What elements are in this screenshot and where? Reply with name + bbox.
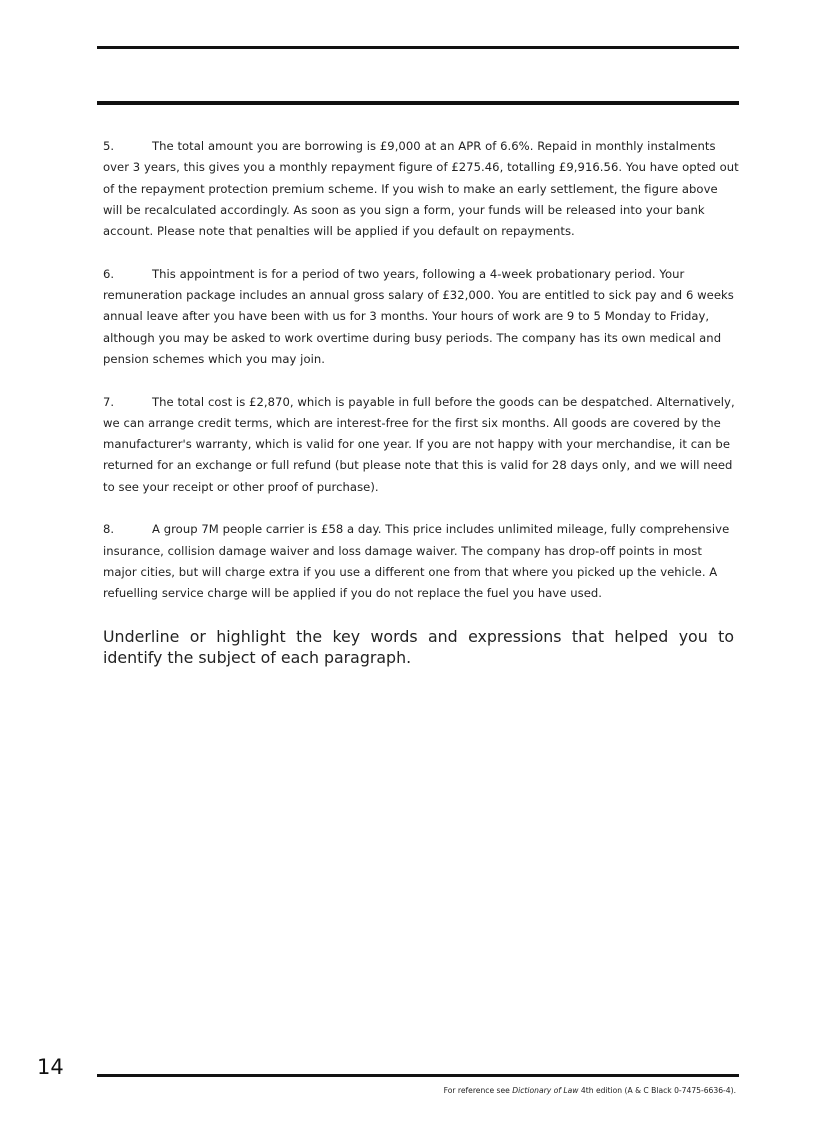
footer-prefix: For reference see [443,1086,510,1095]
paragraph-text: A group 7M people carrier is £58 a day. This price includes unlimited mileage, fully comprehensive insurance, collision damage waiver and loss damage waiver. The company has drop-off points in most major cities, but will charge extra if you use a different one from that where you picked up the vehicle. A refuelling service charge will be applied if you do not replace the fuel you have used. [103,522,730,601]
paragraph-text: The total amount you are borrowing is £9,000 at an APR of 6.6%. Repaid in monthly instalments over 3 years, this gives you a monthly repayment figure of £275.46, totalling £9,916.56. You have opted out of the repayment protection premium scheme. If you wish to make an early settlement, the figure above will be recalculated accordingly. As soon as you sign a form, your funds will be released into your bank account. Please note that penalties will be applied if you default on repayments. [103,139,739,239]
paragraph-6 [103,264,739,370]
paragraph-5 [103,136,739,242]
footer-suffix: 4th edition (A & C Black 0-7475-6636-4). [580,1086,736,1095]
paragraph-7 [103,392,739,498]
main-content [103,136,739,668]
paragraph-number: 8. [103,522,115,537]
paragraph-number: 6. [103,266,115,281]
paragraph-number: 7. [103,394,115,409]
header-rule [97,101,739,105]
exercise-instruction: Underline or highlight the key words and expressions that helped you to identify the subject of each paragraph. [103,626,734,667]
footer-rule [97,1074,739,1077]
paragraph-text: The total cost is £2,870, which is payable in full before the goods can be despatched. Alternatively, we can arrange credit terms, which are interest-free for the first six months. All goods are covered by the manufacturer's warranty, which is valid for one year. If you are not happy with your merchandise, it can be returned for an exchange or full refund (but please note that this is valid for 28 days only, and we will need to see your receipt or other proof of purchase). [103,394,735,494]
top-rule [97,46,739,49]
paragraph-number: 5. [103,139,115,153]
page-number: 14 [37,1055,64,1079]
footer-reference [444,1086,736,1095]
footer-book-title: Dictionary of Law [512,1086,579,1095]
paragraph-text: This appointment is for a period of two years, following a 4-week probationary period. Your remuneration package includes an annual gross salary of £32,000. You are entitled to sick pay and 6 weeks annual leave after you have been with us for 3 months. Your hours of work are 9 to 5 Monday to Friday, although you may be asked to work overtime during busy periods. The company has its own medical and pension schemes which you may join. [103,266,734,366]
paragraph-8 [103,519,739,604]
